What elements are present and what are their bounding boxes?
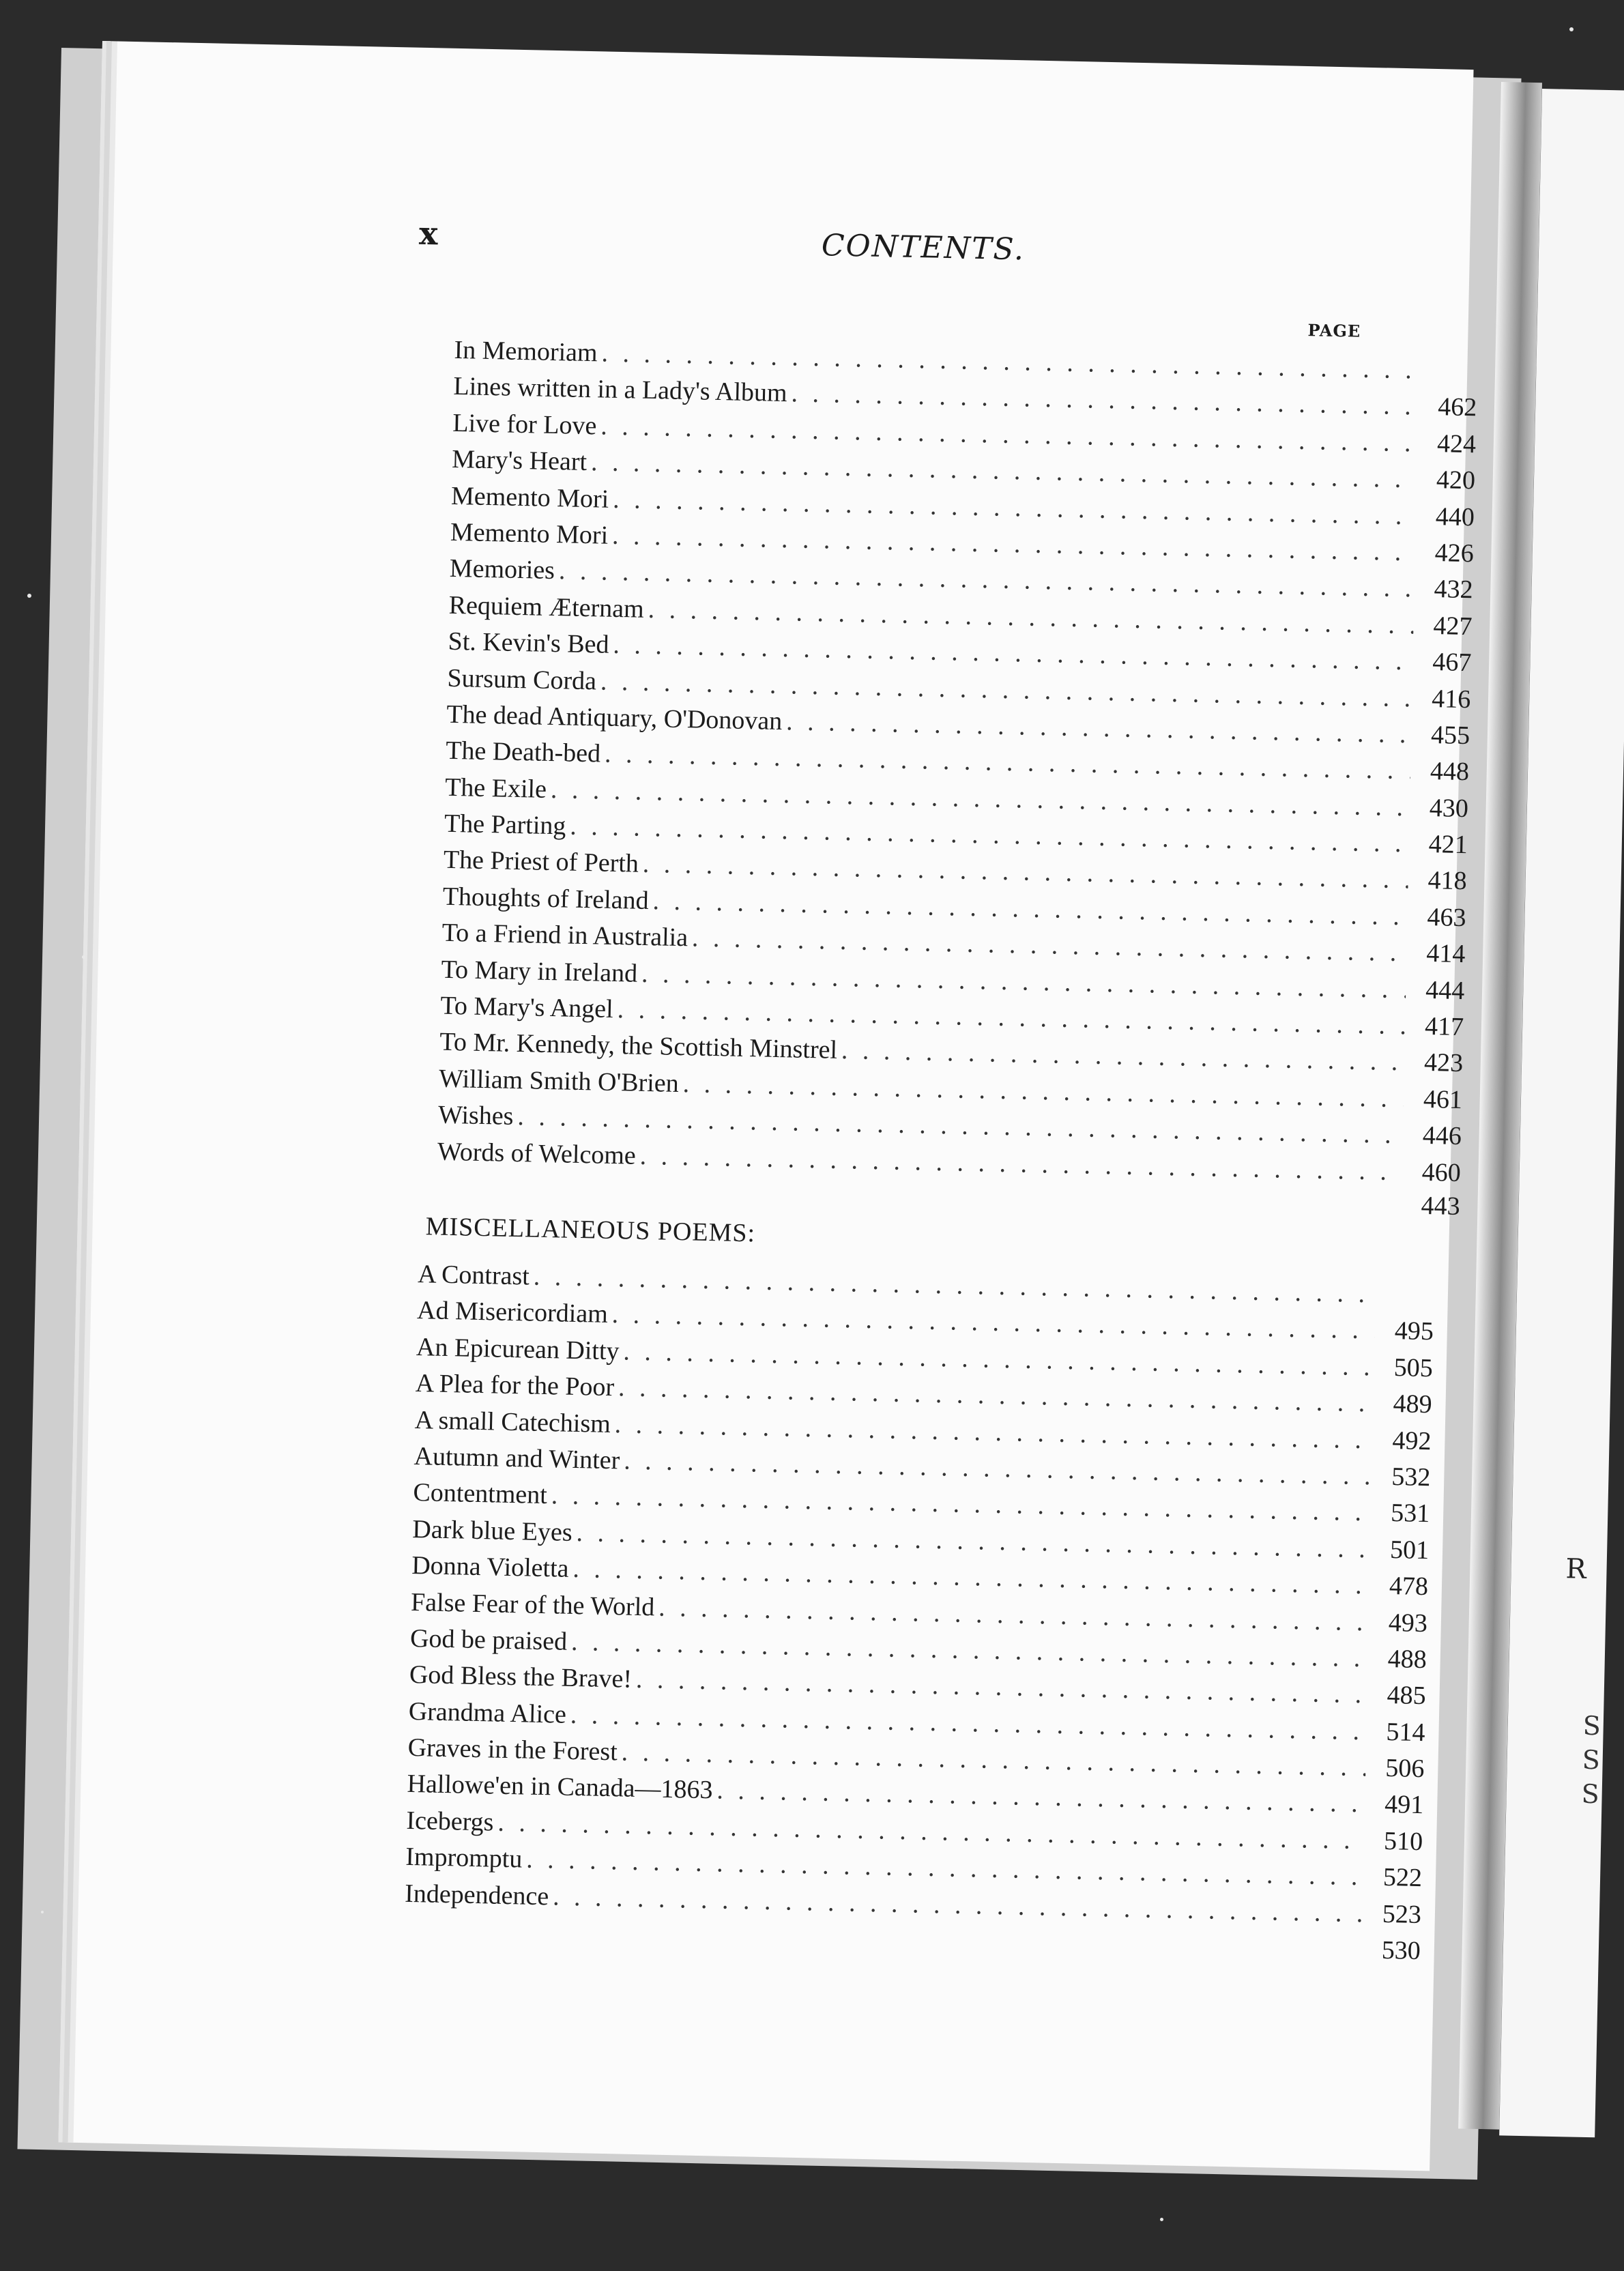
entry-title: An Epicurean Ditty bbox=[416, 1332, 620, 1366]
entry-title: A Contrast bbox=[417, 1260, 530, 1291]
section-heading: MISCELLANEOUS POEMS: bbox=[425, 1212, 756, 1248]
film-speck bbox=[41, 1911, 44, 1913]
entry-page-number: 501 bbox=[1389, 1535, 1430, 1565]
entry-title: Donna Violetta bbox=[411, 1551, 569, 1583]
running-head: CONTENTS. bbox=[821, 228, 1026, 267]
entry-title: False Fear of the World bbox=[410, 1587, 655, 1621]
film-speck bbox=[1569, 27, 1574, 31]
entry-title: Memories bbox=[449, 554, 555, 585]
entry-title: Lines written in a Lady's Album bbox=[453, 372, 788, 408]
entry-page-number: 421 bbox=[1428, 830, 1468, 860]
entry-title: Hallowe'en in Canada—1863 bbox=[407, 1769, 713, 1805]
entry-page-number: 443 bbox=[1421, 1191, 1461, 1221]
entry-title: The dead Antiquary, O'Donovan bbox=[446, 699, 783, 736]
entry-title: To Mary in Ireland bbox=[441, 955, 638, 988]
page-column-label: PAGE bbox=[1307, 320, 1361, 341]
entry-title: The Exile bbox=[444, 772, 547, 804]
entry-title: The Priest of Perth bbox=[443, 845, 639, 879]
entry-page-number: 530 bbox=[1381, 1935, 1421, 1966]
entry-title: Grandma Alice bbox=[408, 1696, 567, 1729]
entry-title: Independence bbox=[404, 1879, 549, 1911]
entry-page-number: 531 bbox=[1390, 1499, 1430, 1529]
entry-page-number: 492 bbox=[1392, 1426, 1432, 1456]
entry-page-number: 461 bbox=[1423, 1084, 1463, 1114]
entry-page-number: 522 bbox=[1382, 1863, 1423, 1893]
entry-page-number: 505 bbox=[1393, 1353, 1434, 1383]
entry-page-number: 510 bbox=[1383, 1826, 1423, 1856]
entry-title: The Parting bbox=[444, 809, 566, 841]
entry-title: Contentment bbox=[413, 1478, 548, 1510]
entry-page-number: 462 bbox=[1437, 392, 1477, 422]
entry-page-number: 448 bbox=[1430, 757, 1470, 787]
entry-title: God be praised bbox=[409, 1623, 568, 1656]
entry-page-number: 478 bbox=[1389, 1572, 1429, 1602]
facing-page-fragment: S bbox=[1582, 1710, 1601, 1741]
entry-page-number: 485 bbox=[1387, 1681, 1427, 1711]
facing-page-fragment: S bbox=[1581, 1778, 1600, 1810]
entry-page-number bbox=[1380, 1303, 1434, 1304]
entry-page-number: 424 bbox=[1436, 429, 1477, 459]
film-speck bbox=[82, 955, 85, 959]
entry-page-number: 426 bbox=[1434, 538, 1475, 568]
film-speck bbox=[27, 594, 31, 598]
entry-page-number: 416 bbox=[1431, 684, 1471, 714]
entry-page-number: 460 bbox=[1421, 1157, 1462, 1187]
entry-title: To Mr. Kennedy, the Scottish Minstrel bbox=[439, 1028, 838, 1065]
entry-page-number bbox=[1423, 379, 1477, 380]
entry-title: Dark blue Eyes bbox=[411, 1514, 573, 1547]
entry-page-number: 523 bbox=[1382, 1899, 1422, 1929]
entry-page-number: 493 bbox=[1388, 1608, 1428, 1638]
entry-title: Thoughts of Ireland bbox=[442, 882, 650, 915]
entry-title: Icebergs bbox=[406, 1806, 494, 1837]
entry-title: Sursum Corda bbox=[447, 663, 597, 695]
entry-title: Graves in the Forest bbox=[407, 1733, 618, 1767]
entry-page-number: 418 bbox=[1427, 866, 1468, 896]
entry-title: William Smith O'Brien bbox=[438, 1064, 680, 1098]
entry-title: To a Friend in Australia bbox=[441, 918, 688, 953]
entry-title: Ad Misericordiam bbox=[416, 1296, 609, 1329]
entry-title: Impromptu bbox=[405, 1842, 523, 1874]
entry-page-number: 491 bbox=[1384, 1790, 1424, 1820]
entry-page-number: 446 bbox=[1422, 1121, 1462, 1151]
entry-page-number: 463 bbox=[1427, 902, 1466, 932]
entry-title: Wishes bbox=[437, 1100, 514, 1131]
entry-page-number: 414 bbox=[1425, 939, 1466, 969]
entry-page-number: 432 bbox=[1434, 575, 1474, 605]
page-number-folio: x bbox=[418, 214, 439, 252]
entry-page-number: 427 bbox=[1433, 611, 1473, 641]
entry-title: A Plea for the Poor bbox=[415, 1369, 615, 1402]
entry-title: The Death-bed bbox=[445, 736, 601, 768]
entry-page-number: 455 bbox=[1430, 720, 1470, 751]
entry-page-number: 488 bbox=[1387, 1644, 1427, 1675]
entry-page-number: 423 bbox=[1423, 1048, 1464, 1078]
entry-page-number: 430 bbox=[1429, 793, 1469, 823]
entry-title: Requiem Æternam bbox=[448, 590, 645, 624]
contents-list-miscellaneous bbox=[403, 1259, 1434, 1972]
entry-page-number: 532 bbox=[1391, 1462, 1431, 1492]
entry-title: St. Kevin's Bed bbox=[448, 626, 609, 659]
facing-page-fragment: S bbox=[1582, 1744, 1601, 1776]
entry-title: Live for Love bbox=[452, 408, 597, 441]
entry-page-number: 489 bbox=[1393, 1389, 1433, 1419]
entry-title: To Mary's Angel bbox=[440, 991, 614, 1024]
entry-page-number: 514 bbox=[1386, 1717, 1425, 1747]
entry-title: In Memoriam bbox=[454, 335, 598, 368]
contents-list-first bbox=[436, 335, 1477, 1228]
entry-title: God Bless the Brave! bbox=[409, 1660, 633, 1694]
entry-page-number: 444 bbox=[1425, 975, 1465, 1005]
entry-page-number: 506 bbox=[1384, 1754, 1425, 1784]
entry-page-number: 467 bbox=[1432, 648, 1472, 678]
facing-page-fragment: R bbox=[1565, 1553, 1587, 1585]
entry-title: Mary's Heart bbox=[451, 445, 588, 477]
entry-page-number: 417 bbox=[1424, 1011, 1464, 1042]
entry-page-number: 420 bbox=[1436, 465, 1476, 495]
entry-title: A small Catechism bbox=[414, 1405, 611, 1438]
page-content bbox=[58, 41, 1477, 2171]
book-page bbox=[58, 41, 1477, 2171]
entry-title: Words of Welcome bbox=[437, 1137, 637, 1170]
film-speck bbox=[1160, 2218, 1163, 2221]
entry-page-number: 440 bbox=[1435, 502, 1475, 532]
entry-page-number: 495 bbox=[1394, 1316, 1434, 1346]
entry-title: Autumn and Winter bbox=[414, 1441, 620, 1475]
entry-title: Memento Mori bbox=[450, 481, 609, 514]
entry-title: Memento Mori bbox=[450, 517, 609, 550]
